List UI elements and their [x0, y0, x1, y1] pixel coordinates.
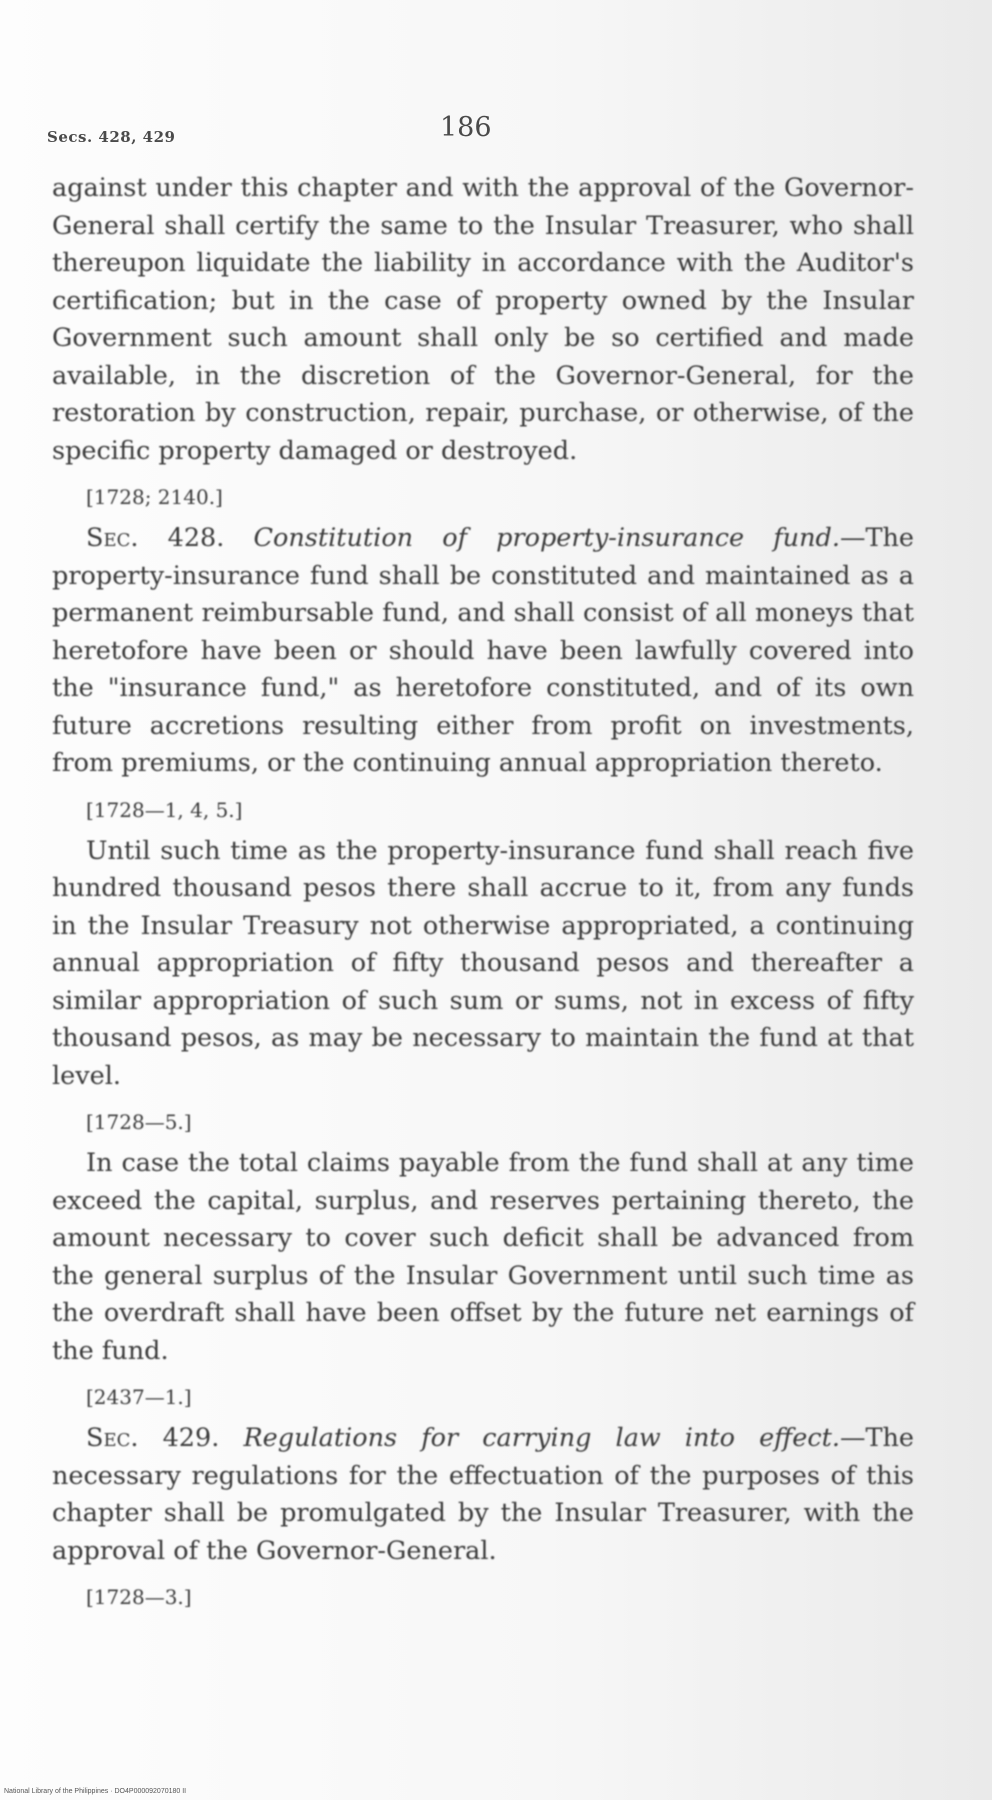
citation-ref: [2437—1.] — [86, 1385, 192, 1409]
section-title: Regulations for carrying law into effect. — [243, 1423, 840, 1453]
citation-ref: [1728—5.] — [86, 1110, 192, 1134]
citation-ref: [1728—1, 4, 5.] — [86, 797, 243, 822]
section-label: Sec. 428. — [86, 523, 225, 553]
section-429-paragraph — [52, 1420, 914, 1570]
citation-ref: [1728; 2140.] — [86, 485, 223, 509]
section-reference: Secs. 428, 429 — [47, 128, 176, 146]
citation-ref: [1728—3.] — [86, 1585, 192, 1609]
page-number: 186 — [440, 112, 492, 143]
section-428-paragraph — [52, 520, 914, 783]
section-text: —The property-insurance fund shall be constituted and maintained as a permanent reimbursable fund, and shall consist of all moneys that heretofore have been or should have been lawfully covered into the "insurance fund," as heretofore constituted, and of its own future accretions resulting either from profit on investments, from premiums, or the continuing annual appropriation thereto. — [52, 523, 914, 778]
section-label: Sec. 429. — [86, 1423, 220, 1453]
until-paragraph: Until such time as the property-insurance fund shall reach five hundred thousand pesos there shall accrue to it, from any funds in the Insular Treasury not otherwise appropriated, a continuing annual appropriation of fifty thousand pesos and thereafter a similar appropriation of such sum or sums, not in excess of fifty thousand pesos, as may be necessary to maintain the fund at that level. — [52, 835, 914, 1091]
page-body — [52, 170, 914, 1620]
in-case-paragraph: In case the total claims payable from the fund shall at any time exceed the capital, surplus, and reserves pertaining thereto, the amount necessary to cover such deficit shall be advanced from the general surplus of the Insular Government until such time as the overdraft shall have been offset by the future net earnings of the fund. — [52, 1148, 914, 1366]
continued-paragraph: against under this chapter and with the approval of the Governor-General shall certify the same to the Insular Treasurer, who shall thereupon liquidate the liability in accordance with the Auditor's certification; but in the case of property owned by the Insular Government such amount shall only be so certified and made available, in the discretion of the Governor-General, for the restoration by construction, repair, purchase, or otherwise, of the specific property damaged or destroyed. — [52, 173, 914, 466]
scan-source-footer: National Library of the Philippines · DO4P000092070180 II — [4, 1788, 187, 1795]
section-title: Constitution of property-insurance fund. — [253, 523, 840, 553]
section-text: —The necessary regulations for the effectuation of the purposes of this chapter shall be promulgated by the Insular Treasurer, with the approval of the Governor-General. — [52, 1423, 914, 1566]
